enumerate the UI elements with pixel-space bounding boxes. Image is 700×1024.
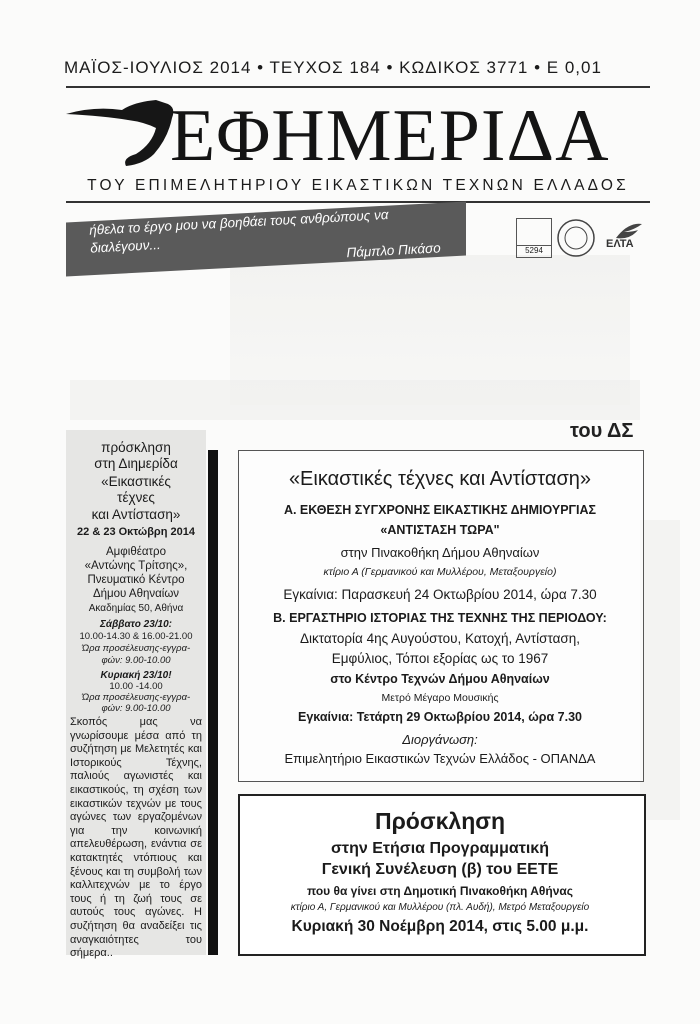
sidebar-sunday: Κυριακή 23/10! [100, 670, 172, 681]
invitation-address: κτίριο Α, Γερμανικού και Μυλλέρου (πλ. Αυδή), Μετρό Μεταξουργείο [290, 902, 590, 913]
board-label: του ΔΣ [570, 420, 634, 442]
invitation-date: Κυριακή 30 Νοέμβρη 2014, στις 5.00 μ.μ. [291, 918, 589, 935]
event-a-opening: Εγκαίνια: Παρασκευή 24 Οκτωβρίου 2014, ώρα 7.30 [283, 587, 597, 602]
event-b-topics: Δικτατορία 4ης Αυγούστου, Κατοχή, Αντίσταση, [299, 631, 580, 646]
round-seal-icon [556, 218, 596, 258]
sidebar-heading: και Αντίσταση» [91, 507, 181, 522]
event-a-address: κτίριο Α (Γερμανικού και Μυλλέρου, Μεταξουργείο) [323, 566, 557, 578]
invitation-line: στην Ετήσια Προγραμματική [330, 840, 549, 857]
sidebar-dates: 22 & 23 Οκτώβρη 2014 [77, 526, 195, 538]
quote-line: ήθελα το έργο μου να βοηθάει τους ανθρώπους να διαλέγουν... [88, 207, 389, 256]
masthead-title: ΕΦΗΜΕΡΙΔΑ [170, 95, 610, 177]
sidebar-heading: στη Διημερίδα [94, 456, 178, 471]
masthead-subtitle: ΤΟΥ ΕΠΙΜΕΛΗΤΗΡΙΟΥ ΕΙΚΑΣΤΙΚΩΝ ΤΕΧΝΩΝ ΕΛΛΑΔΟΣ [87, 177, 629, 194]
sidebar-venue: Πνευματικό Κέντρο [87, 574, 185, 586]
sidebar-saturday: Σάββατο 23/10: [99, 619, 173, 630]
postage-number: 5294 [525, 246, 543, 255]
sidebar-saturday-registration: φών: 9.00-10.00 [101, 655, 171, 666]
event-a-heading: Α. ΕΚΘΕΣΗ ΣΥΓΧΡΟΝΗΣ ΕΙΚΑΣΤΙΚΗΣ ΔΗΜΙΟΥΡΓΙΑΣ [283, 503, 597, 517]
sidebar-venue: Αμφιθέατρο [106, 546, 166, 558]
sidebar-heading: πρόσκληση [101, 440, 171, 455]
sidebar-address: Ακαδημίας 50, Αθήνα [88, 603, 184, 614]
elta-label: ΕΛΤΑ [606, 238, 634, 250]
quote-author: Πάμπλο Πικάσο [346, 240, 442, 261]
sidebar-venue: «Αντώνης Τρίτσης», [84, 560, 188, 572]
sidebar-saturday-hours: 10.00-14.30 & 16.00-21.00 [79, 631, 193, 642]
event-b-metro: Μετρό Μέγαρο Μουσικής [381, 692, 499, 704]
event-b-topics: Εμφύλιος, Τόποι εξορίας ως το 1967 [331, 651, 549, 666]
event-b-opening: Εγκαίνια: Τετάρτη 29 Οκτωβρίου 2014, ώρα 7.30 [298, 710, 582, 724]
sidebar-sunday-hours: 10.00 -14.00 [109, 681, 163, 692]
sidebar-sunday-registration: φών: 9.00-10.00 [101, 703, 171, 714]
sidebar-sunday-registration: Ώρα προσέλευσης-εγγρα- [81, 692, 191, 703]
reverse-bleed-block [70, 380, 640, 420]
event-organizer-label: Διοργάνωση: [402, 732, 478, 747]
invitation-title: Πρόσκληση [374, 808, 506, 834]
event-b-place: στο Κέντρο Τεχνών Δήμου Αθηναίων [330, 672, 550, 686]
event-title: «Εικαστικές τέχνες και Αντίσταση» [288, 468, 592, 490]
sidebar-venue: Δήμου Αθηναίων [92, 588, 180, 600]
header-rule-bottom [66, 201, 650, 203]
sidebar-body-text: Σκοπός μας να γνωρίσουμε μέσα από τη συζήτηση με Μελετητές και Ιστορικούς Τέχνης, παλιούς αγωνιστές και εικαστικούς, τη σχέση των εικαστικών τεχνών με τους αγώνες των εργαζομένων για την κοινωνική απελευθέρωση, ενάντια σε κατακτητές ντόπιους και ξένους και τη συμβολή των καλλιτεχνών με το έργο τους ή τη ζωή τους σε αυτούς τους αγώνες. Η συζήτηση θα αναδείξει τις αναγκαιότητες του σήμερα.. [70, 716, 202, 960]
sidebar-heading: τέχνες [117, 490, 155, 505]
event-b-heading: Β. ΕΡΓΑΣΤΗΡΙΟ ΙΣΤΟΡΙΑΣ ΤΗΣ ΤΕΧΝΗΣ ΤΗΣ ΠΕΡΙΟΔΟΥ: [273, 611, 607, 625]
sidebar-divider-bar [208, 450, 218, 955]
header-rule-top [66, 86, 650, 88]
invitation-line: που θα γίνει στη Δημοτική Πινακοθήκη Αθήνας [306, 884, 574, 898]
sidebar-heading: «Εικαστικές [101, 474, 171, 489]
reverse-bleed-block [640, 520, 680, 820]
issue-line: ΜΑΪΟΣ-ΙΟΥΛΙΟΣ 2014 • ΤΕΥΧΟΣ 184 • ΚΩΔΙΚΟΣ 3771 • Ε 0,01 [64, 58, 602, 77]
event-a-name: «ΑΝΤΙΣΤΑΣΗ ΤΩΡΑ" [380, 523, 500, 537]
event-a-place: στην Πινακοθήκη Δήμου Αθηναίων [340, 545, 540, 560]
postage-paid-stamp [516, 218, 552, 258]
event-organizer: Επιμελητήριο Εικαστικών Τεχνών Ελλάδος - ΟΠΑΝΔΑ [284, 751, 596, 766]
masthead-brush-logo [64, 98, 184, 168]
sidebar-saturday-registration: Ώρα προσέλευσης-εγγρα- [81, 643, 191, 654]
invitation-line: Γενική Συνέλευση (β) του ΕΕΤΕ [321, 861, 559, 878]
